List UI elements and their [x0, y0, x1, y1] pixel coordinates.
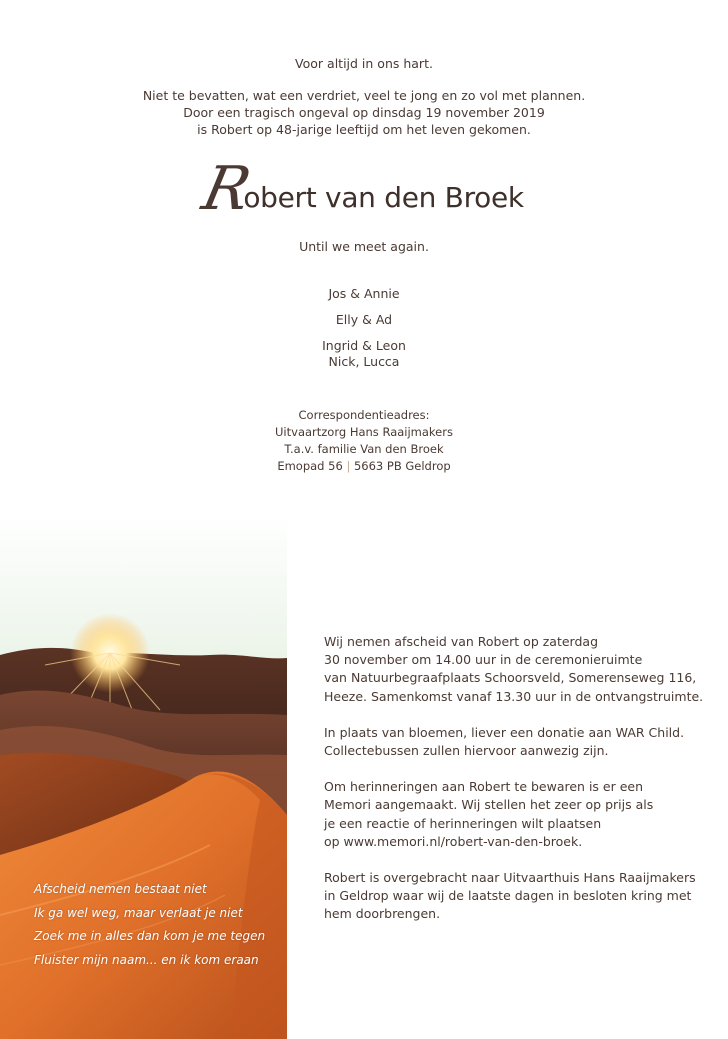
family-line-2: Elly & Ad	[335, 312, 393, 327]
poem	[34, 878, 284, 972]
poem-line-3: Zoek me in alles dan kom je me tegen	[34, 929, 266, 943]
correspondence-org: Uitvaartzorg Hans Raaijmakers	[275, 425, 453, 439]
paragraph-donation	[324, 724, 719, 760]
text-line: 30 november om 14.00 uur in de ceremonieruimte	[324, 652, 643, 668]
intro-line-3: Door een tragisch ongeval op dinsdag 19 november 2019	[183, 105, 545, 120]
paragraph-funeral-home	[324, 869, 719, 924]
intro-line-1: Voor altijd in ons hart.	[295, 56, 433, 71]
text-line: op www.memori.nl/robert-van-den-broek.	[324, 833, 583, 849]
correspondence-attn: T.a.v. familie Van den Broek	[284, 442, 444, 456]
text-line: van Natuurbegraafplaats Schoorsveld, Somerenseweg 116,	[324, 670, 697, 686]
text-line: Memori aangemaakt. Wij stellen het zeer op prijs als	[324, 797, 654, 813]
intro-line-4: is Robert op 48-jarige leeftijd om het leven gekomen.	[197, 122, 531, 137]
deceased-name	[0, 154, 728, 224]
poem-line-2: Ik ga wel weg, maar verlaat je niet	[34, 905, 243, 920]
text-line: Heeze. Samenkomst vanaf 13.30 uur in de ontvangstruimte.	[324, 688, 704, 704]
desert-sunset-photo	[0, 515, 287, 1039]
address-separator: |	[346, 459, 351, 473]
intro-line-2: Niet te bevatten, wat een verdriet, veel te jong en zo vol met plannen.	[142, 88, 586, 103]
paragraph-ceremony	[324, 633, 719, 706]
correspondence-heading: Correspondentieadres:	[298, 408, 430, 422]
text-line: Collectebussen zullen hiervoor aanwezig zijn.	[324, 743, 609, 759]
family-line-1: Jos & Annie	[328, 286, 400, 301]
family-line-3a: Ingrid & Leon	[322, 338, 406, 353]
text-line: in Geldrop waar wij de laatste dagen in besloten kring met	[324, 888, 692, 904]
poem-line-4: Fluister mijn naam... en ik kom eraan	[34, 952, 259, 967]
text-line: In plaats van bloemen, liever een donatie aan WAR Child.	[324, 724, 685, 740]
family-line-3b: Nick, Lucca	[328, 354, 400, 369]
poem-line-1: Afscheid nemen bestaat niet	[34, 882, 207, 896]
name-initial: R	[196, 154, 257, 224]
text-line: Wij nemen afscheid van Robert op zaterdag	[324, 634, 598, 649]
correspondence-address	[0, 458, 728, 475]
paragraph-memori	[324, 778, 719, 851]
city: 5663 PB Geldrop	[353, 459, 451, 473]
ceremony-details	[324, 633, 719, 942]
text-line: je een reactie of herinneringen wilt plaatsen	[324, 815, 602, 831]
motto: Until we meet again.	[299, 239, 429, 254]
text-line: Robert is overgebracht naar Uitvaarthuis Hans Raaijmakers	[324, 870, 696, 886]
name-rest: obert van den Broek	[243, 181, 524, 214]
street: Emopad 56	[277, 459, 343, 473]
text-line: Om herinneringen aan Robert te bewaren is er een	[324, 779, 644, 795]
text-line: hem doorbrengen.	[324, 906, 441, 922]
